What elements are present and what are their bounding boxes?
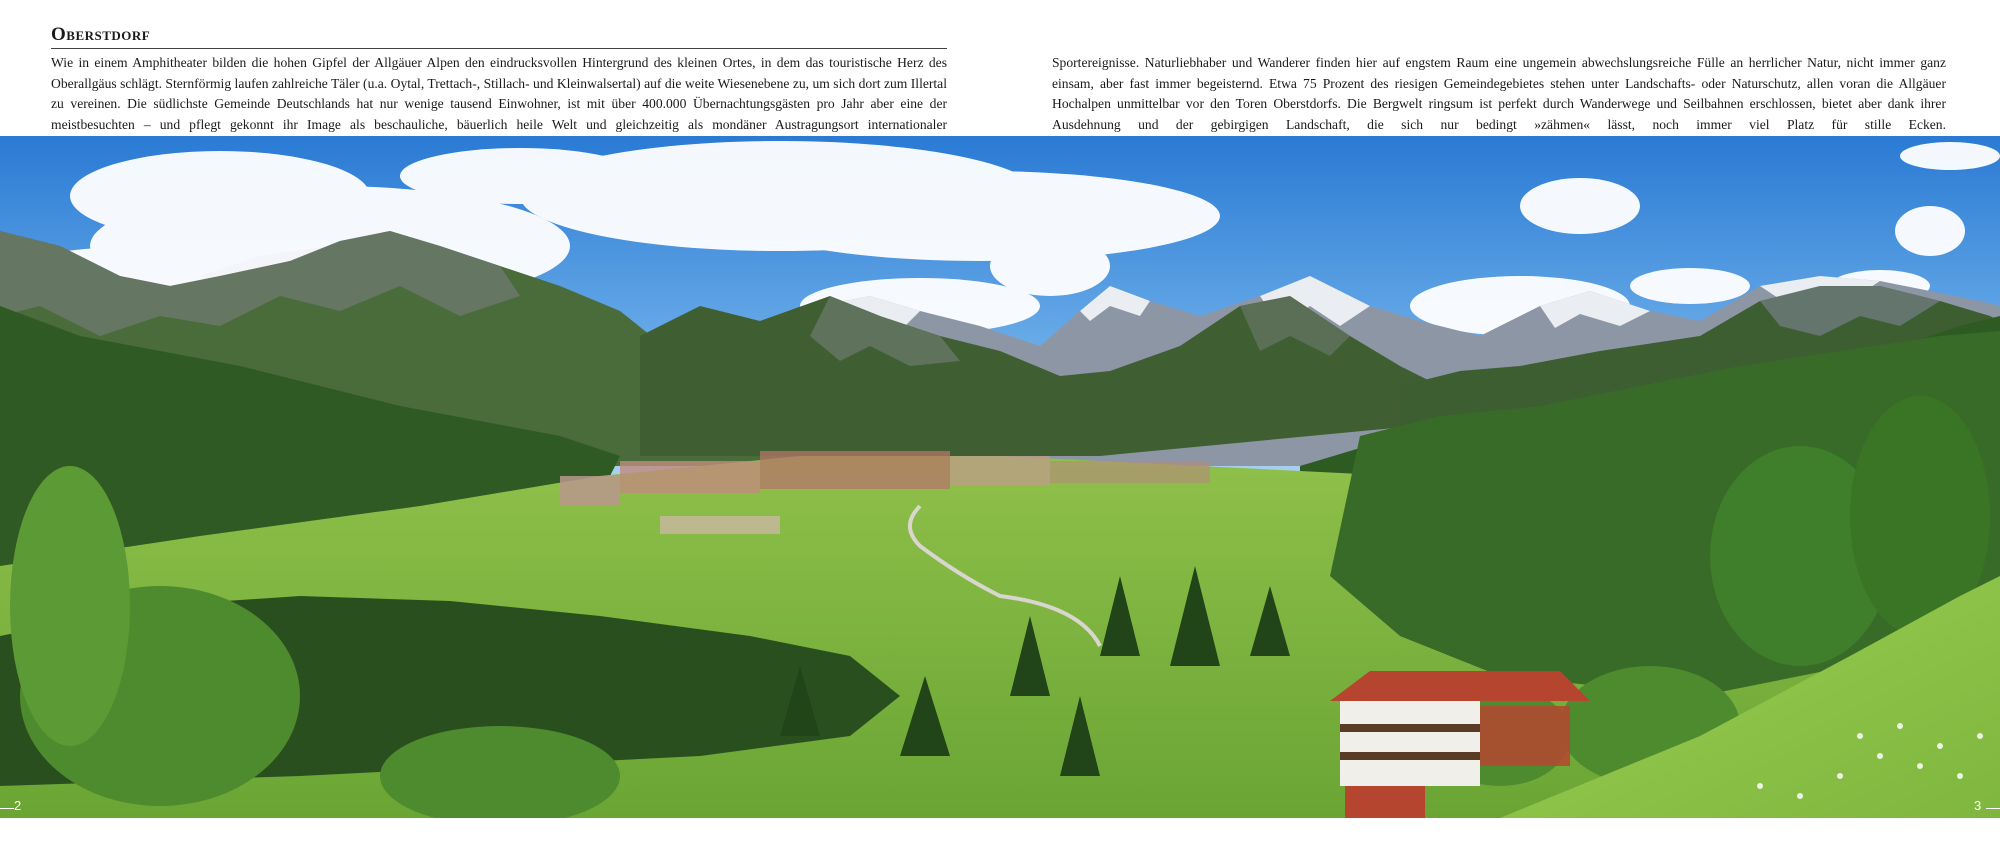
page-number-rule-left bbox=[0, 808, 14, 809]
body-text-right: Sportereignisse. Naturliebhaber und Wanderer finden hier auf engstem Raum eine ungemein abwechslungsreiche Fülle an herrlicher Natur, nicht immer ganz einsam, aber fast immer begeisternd. Etwa 75 Prozent des riesigen Gemeindegebietes stehen unter Landschafts- oder Naturschutz, allen voran die Allgäuer Hochalpen unmittelbar vor den Toren Oberstdorfs. Die Bergwelt ringsum ist perfekt durch Wanderwege und Seilbahnen erschlossen, bietet aber dank ihrer Ausdehnung und der gebirgigen Landschaft, die sich nur bedingt »zähmen« lässt, noch immer viel Platz für stille Ecken. bbox=[1052, 55, 1946, 132]
page-number-left: 2 bbox=[14, 798, 22, 813]
page-number-right: 3 bbox=[1974, 798, 1982, 813]
panorama-photo bbox=[0, 136, 2000, 818]
body-text-left: Wie in einem Amphitheater bilden die hohen Gipfel der Allgäuer Alpen den eindrucksvollen Hintergrund des kleinen Ortes, in dem das touristische Herz des Oberallgäus schlägt. Sternförmig laufen zahlreiche Täler (u.a. Oytal, Trettach-, Stillach- und Kleinwalsertal) auf die weite Wiesenebene zu, um sich dort zum Illertal zu vereinen. Die südlichste Gemeinde Deutschlands hat nur wenige tausend Einwohner, ist mit über 400.000 Übernachtungsgästen pro Jahr aber eine der meistbesuchten – und pflegt gekonnt ihr Image als beschauliche, bäuerlich heile Welt und gleichzeitig als mondäner Austragungsort internationaler bbox=[51, 55, 947, 132]
page-number-rule-right bbox=[1986, 808, 2000, 809]
page-title: Oberstdorf bbox=[51, 24, 151, 45]
text-column-right bbox=[1052, 53, 1946, 135]
title-rule bbox=[51, 48, 947, 49]
text-column-left bbox=[51, 53, 947, 135]
